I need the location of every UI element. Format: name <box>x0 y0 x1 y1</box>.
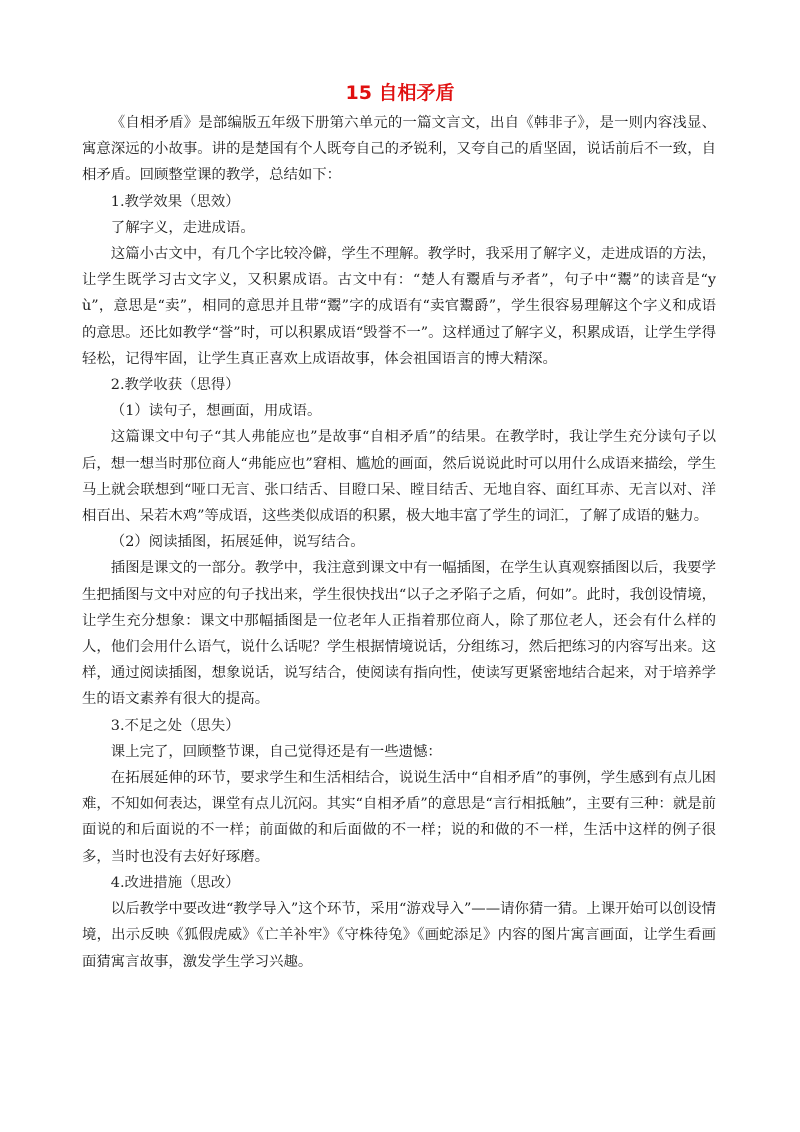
subheading: （1）读句子，想画面，用成语。 <box>110 403 322 420</box>
subheading: （2）阅读插图，拓展延伸，说写结合。 <box>110 534 365 551</box>
subheading: 了解字义，走进成语。 <box>110 219 255 236</box>
body-paragraph: 以后教学中要改进“教学导入”这个环节，采用“游戏导入”——请你猜一猜。上课开始可以创设情境，出示反映《狐假虎威》《亡羊补牢》《守株待兔》《画蛇添足》内容的图片寓言画面，让学生看画面猜寓言故事，激发学生学习兴趣。 <box>82 901 716 970</box>
section-heading-gain: 2.教学收获（思得） <box>110 377 240 394</box>
body-paragraph: 这篇小古文中，有几个字比较冷僻，学生不理解。教学时，我采用了解字义，走进成语的方法，让学生既学习古文字义，又积累成语。古文中有：“楚人有鬻盾与矛者”，句子中“鬻”的读音是“yù”，意思是“卖”，相同的意思并且带“鬻”字的成语有“卖官鬻爵”，学生很容易理解这个字义和成语的意思。还比如教学“誉”时，可以积累成语“毁誉不一”。这样通过了解字义，积累成语，让学生学得轻松，记得牢固，让学生真正喜欢上成语故事，体会祖国语言的博大精深。 <box>82 246 716 367</box>
body-paragraph: 在拓展延伸的环节，要求学生和生活相结合，说说生活中“自相矛盾”的事例，学生感到有点儿困难，不知如何表达，课堂有点儿沉闷。其实“自相矛盾”的意思是“言行相抵触”，主要有三种：就是前面说的和后面说的不一样；前面做的和后面做的不一样；说的和做的不一样，生活中这样的例子很多，当时也没有去好好琢磨。 <box>82 770 716 865</box>
intro-paragraph: 《自相矛盾》是部编版五年级下册第六单元的一篇文言文，出自《韩非子》，是一则内容浅显、寓意深远的小故事。讲的是楚国有个人既夸自己的矛锐利，又夸自己的盾坚固，说话前后不一致，自相矛盾。回顾整堂课的教学，总结如下： <box>82 115 716 184</box>
section-heading-improvement: 4.改进措施（思改） <box>110 874 240 891</box>
document-body <box>82 110 716 975</box>
page-title: 15 自相矛盾 <box>345 82 455 104</box>
section-heading-shortcoming: 3.不足之处（思失） <box>110 717 240 734</box>
body-paragraph: 这篇课文中句子“其人弗能应也”是故事“自相矛盾”的结果。在教学时，我让学生充分读句子以后，想一想当时那位商人“弗能应也”窘相、尴尬的画面，然后说说此时可以用什么成语来描绘，学生马上就会联想到“哑口无言、张口结舌、目瞪口呆、瞠目结舌、无地自容、面红耳赤、无言以对、洋相百出、呆若木鸡”等成语，这些类似成语的积累，极大地丰富了学生的词汇，了解了成语的魅力。 <box>82 429 716 525</box>
section-heading-effect: 1.教学效果（思效） <box>110 193 240 210</box>
body-paragraph: 插图是课文的一部分。教学中，我注意到课文中有一幅插图，在学生认真观察插图以后，我要学生把插图与文中对应的句子找出来，学生很快找出“以子之矛陷子之盾，何如”。此时，我创设情境，让学生充分想象：课文中那幅插图是一位老年人正指着那位商人，除了那位老人，还会有什么样的人，他们会用什么语气，说什么话呢？学生根据情境说话，分组练习，然后把练习的内容写出来。这样，通过阅读插图，想象说话，说写结合，使阅读有指向性，使读写更紧密地结合起来，对于培养学生的语文素养有很大的提高。 <box>82 560 716 708</box>
body-paragraph: 课上完了，回顾整节课，自己觉得还是有一些遗憾： <box>110 743 442 760</box>
